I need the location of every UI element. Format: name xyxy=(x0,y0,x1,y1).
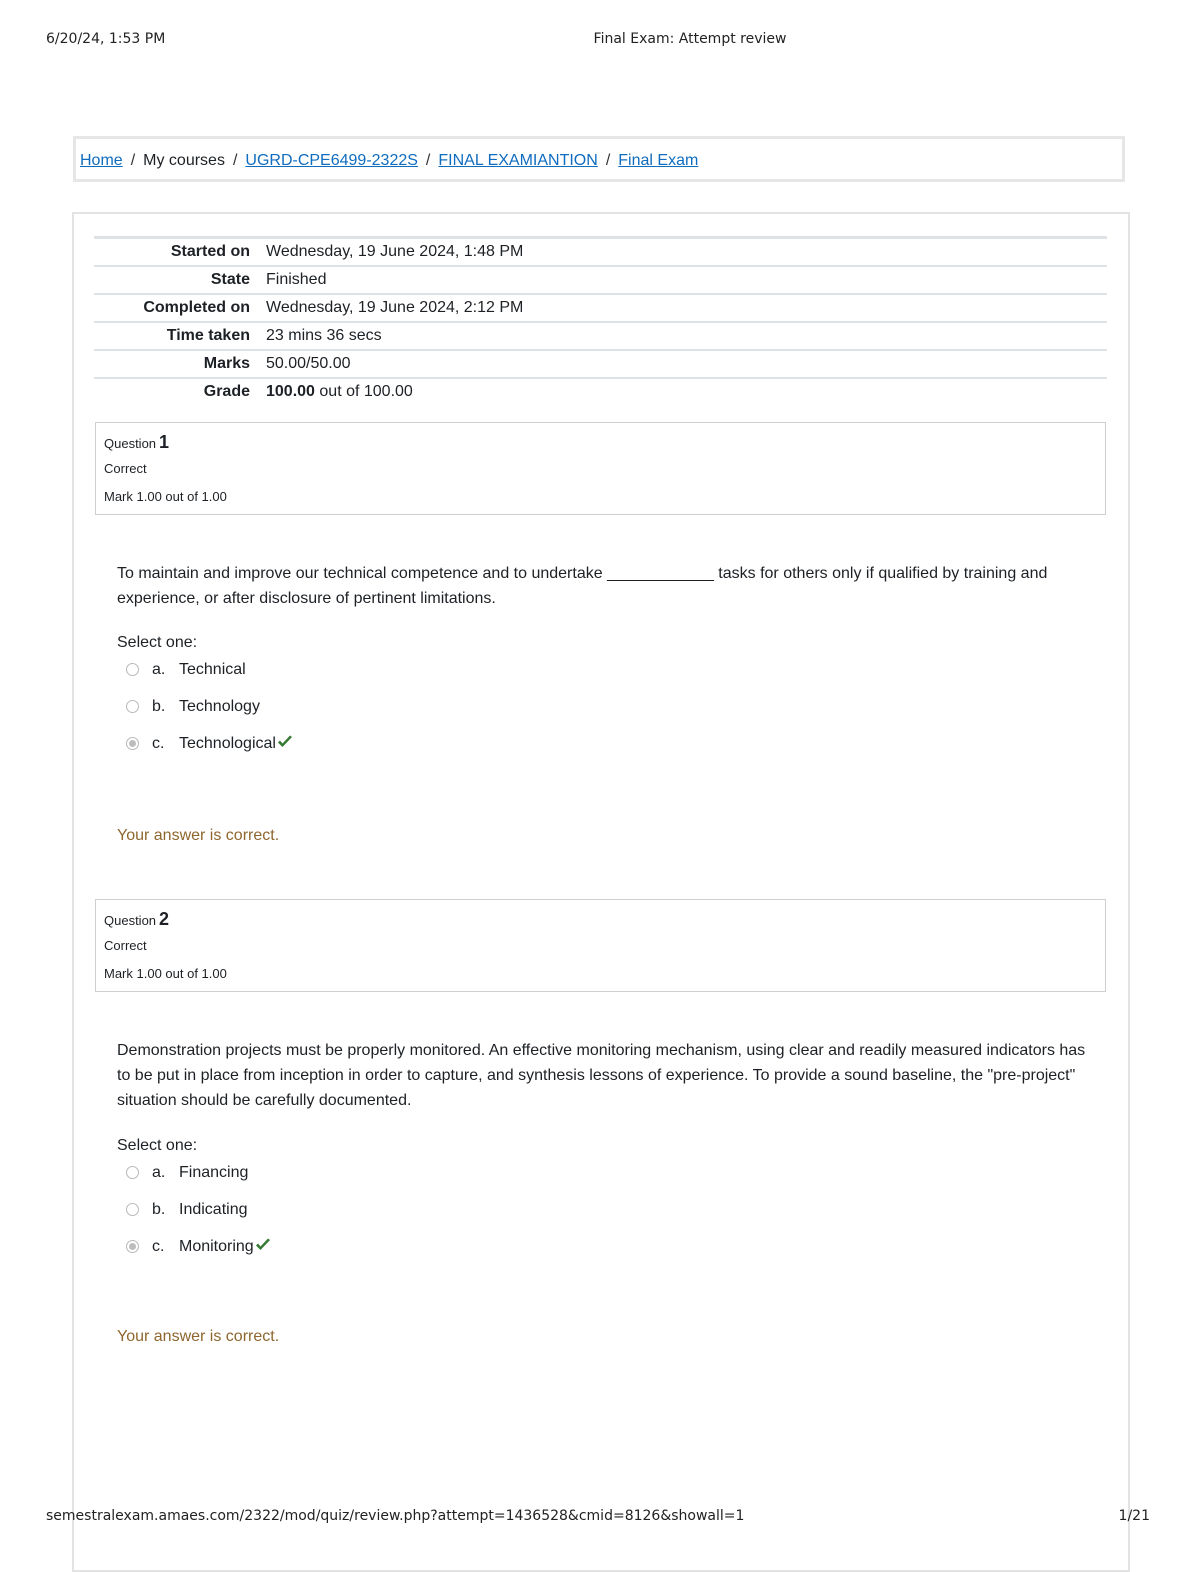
option-letter: b. xyxy=(152,1201,166,1218)
correct-check-icon xyxy=(277,735,293,749)
option-letter: a. xyxy=(152,1164,166,1181)
radio-button[interactable] xyxy=(126,1166,139,1179)
summary-row xyxy=(94,294,1107,322)
breadcrumb-separator: / xyxy=(232,152,238,169)
option-text: Monitoring xyxy=(179,1238,254,1255)
option-text-wrap xyxy=(179,735,293,753)
summary-value xyxy=(258,378,1107,405)
breadcrumb-course-link[interactable]: UGRD-CPE6499-2322S xyxy=(245,152,418,169)
select-one-label: Select one: xyxy=(117,634,198,651)
select-one-label: Select one: xyxy=(117,1137,198,1154)
main-content-panel xyxy=(72,212,1130,1572)
question-mark: Mark 1.00 out of 1.00 xyxy=(104,489,227,504)
option-letter: a. xyxy=(152,661,166,678)
summary-value: 50.00/50.00 xyxy=(266,355,351,372)
radio-button-selected[interactable] xyxy=(126,737,139,750)
correct-check-icon xyxy=(255,1238,271,1252)
option-letter: c. xyxy=(152,735,165,752)
option-text: Technology xyxy=(179,698,260,715)
summary-row xyxy=(94,266,1107,294)
breadcrumb-separator: / xyxy=(130,152,136,169)
question-info-box xyxy=(95,422,1106,515)
question-text: To maintain and improve our technical competence and to undertake ____________ tasks for others only if qualified by training and experience, or after disclosure of pertinent limitations. xyxy=(117,565,1048,607)
question-mark: Mark 1.00 out of 1.00 xyxy=(104,966,227,981)
answer-option-c[interactable] xyxy=(117,735,1092,772)
attempt-summary-table xyxy=(94,236,1107,405)
summary-row xyxy=(94,322,1107,350)
breadcrumb-section-link[interactable]: FINAL EXAMIANTION xyxy=(438,152,598,169)
answer-option-a[interactable] xyxy=(117,661,1092,698)
answer-option-b[interactable] xyxy=(117,698,1092,735)
summary-value: Finished xyxy=(266,271,327,288)
breadcrumb-separator: / xyxy=(425,152,431,169)
breadcrumb-home-link[interactable]: Home xyxy=(80,152,123,169)
option-text: Indicating xyxy=(179,1201,248,1218)
question-state: Correct xyxy=(104,938,147,953)
breadcrumb-activity-link[interactable]: Final Exam xyxy=(618,152,699,169)
option-text: Technological xyxy=(179,735,276,752)
summary-row xyxy=(94,350,1107,378)
summary-value: Wednesday, 19 June 2024, 2:12 PM xyxy=(266,299,524,316)
option-letter: c. xyxy=(152,1238,165,1255)
question-state: Correct xyxy=(104,461,147,476)
breadcrumb xyxy=(80,152,698,170)
grade-value: 100.00 xyxy=(266,383,315,400)
answer-feedback: Your answer is correct. xyxy=(117,1328,280,1345)
question-content xyxy=(117,561,1092,772)
question-content xyxy=(117,1038,1092,1275)
breadcrumb-separator: / xyxy=(605,152,611,169)
answer-options xyxy=(117,1164,1092,1275)
summary-label: Marks xyxy=(203,355,250,372)
summary-value: 23 mins 36 secs xyxy=(266,327,382,344)
print-url: semestralexam.amaes.com/2322/mod/quiz/review.php?attempt=1436528&cmid=8126&showall=1 xyxy=(46,1508,745,1524)
breadcrumb-container xyxy=(73,136,1125,182)
answer-feedback: Your answer is correct. xyxy=(117,827,280,844)
question-number xyxy=(104,909,169,930)
summary-label: Started on xyxy=(170,243,250,260)
summary-row xyxy=(94,238,1107,267)
print-date: 6/20/24, 1:53 PM xyxy=(46,31,166,47)
summary-label: Time taken xyxy=(166,327,250,344)
question-label: Question xyxy=(104,913,157,928)
answer-options xyxy=(117,661,1092,772)
print-page-number: 1/21 xyxy=(1118,1508,1150,1524)
summary-label: Grade xyxy=(203,383,250,400)
summary-value: Wednesday, 19 June 2024, 1:48 PM xyxy=(266,243,524,260)
breadcrumb-my-courses: My courses xyxy=(143,152,225,169)
answer-option-a[interactable] xyxy=(117,1164,1092,1201)
radio-button[interactable] xyxy=(126,700,139,713)
radio-button[interactable] xyxy=(126,663,139,676)
question-number-value: 2 xyxy=(159,909,170,929)
summary-label: State xyxy=(210,271,250,288)
summary-label: Completed on xyxy=(143,299,250,316)
print-title: Final Exam: Attempt review xyxy=(593,31,787,47)
option-text: Technical xyxy=(179,661,246,678)
answer-option-b[interactable] xyxy=(117,1201,1092,1238)
question-text: Demonstration projects must be properly monitored. An effective monitoring mechanism, using clear and readily measured indicators has to be put in place from inception in order to capture, and synthesis lessons of experience. To provide a sound baseline, the "pre-project" situation should be carefully documented. xyxy=(117,1042,1086,1109)
radio-button-selected[interactable] xyxy=(126,1240,139,1253)
grade-out-of: out of 100.00 xyxy=(319,383,413,400)
option-letter: b. xyxy=(152,698,166,715)
question-number-value: 1 xyxy=(159,432,170,452)
question-label: Question xyxy=(104,436,157,451)
answer-option-c[interactable] xyxy=(117,1238,1092,1275)
option-text-wrap xyxy=(179,1238,271,1256)
radio-button[interactable] xyxy=(126,1203,139,1216)
question-number xyxy=(104,432,169,453)
option-text: Financing xyxy=(179,1164,249,1181)
summary-row xyxy=(94,378,1107,405)
question-info-box xyxy=(95,899,1106,992)
